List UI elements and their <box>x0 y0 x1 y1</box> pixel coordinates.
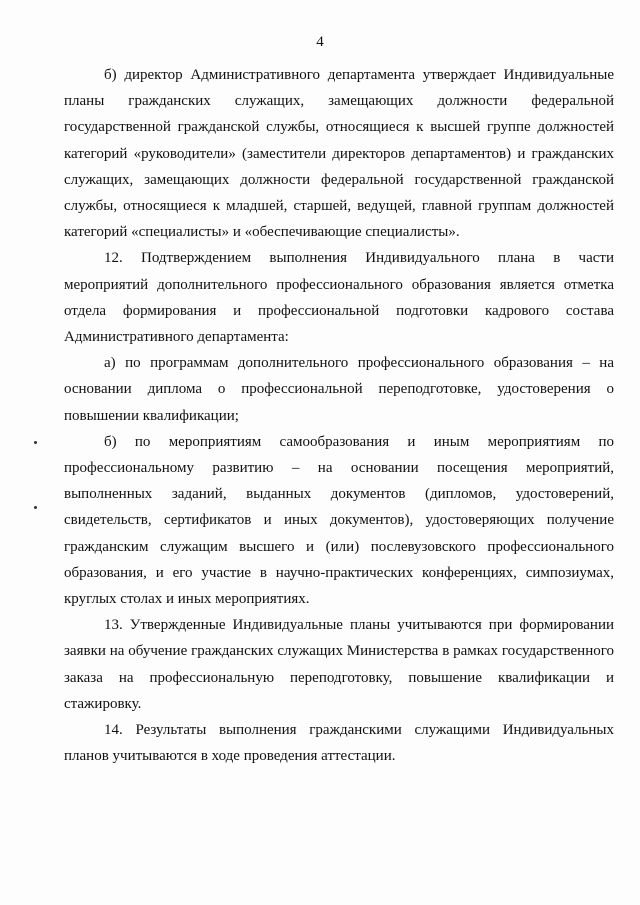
paragraph-b-self-education: б) по мероприятиям самообразования и иным мероприятиям по профессиональному развитию – на основании посещения мероприятий, выполненных заданий, выданных документов (дипломов, удостоверений, свидетельств, сертификатов и иных документов), удостоверяющих получение гражданским служащим высшего и (или) послевузовского профессионального образования, и его участие в научно-практических конференциях, симпозиумах, круглых столах и иных мероприятиях. <box>64 433 614 608</box>
document-body <box>64 62 614 769</box>
scan-speck <box>34 441 37 444</box>
paragraph-14-results: 14. Результаты выполнения гражданскими служащими Индивидуальных планов учитываются в ходе проведения аттестации. <box>64 722 614 765</box>
paragraph-a-programs: а) по программам дополнительного профессионального образования – на основании диплома о профессиональной переподготовке, удостоверения о повышении квалификации; <box>64 355 614 424</box>
scan-speck <box>34 506 37 509</box>
paragraph-12-confirmation: 12. Подтверждением выполнения Индивидуального плана в части мероприятий дополнительного профессионального образования является отметка отдела формирования и профессиональной подготовки кадрового состава Административного департамента: <box>64 250 614 346</box>
paragraph-b-director-approval: б) директор Административного департамента утверждает Индивидуальные планы гражданских служащих, замещающих должности федеральной государственной гражданской службы, относящиеся к высшей группе должностей категорий «руководители» (заместители директоров департаментов) и гражданских служащих, замещающих должности федеральной государственной гражданской службы, относящиеся к младшей, старшей, ведущей, главной группам должностей категорий «специалисты» и «обеспечивающие специалисты». <box>64 67 614 241</box>
paragraph-13-approved-plans: 13. Утвержденные Индивидуальные планы учитываются при формировании заявки на обучение гражданских служащих Министерства в рамках государственного заказа на профессиональную переподготовку, повышение квалификации и стажировку. <box>64 617 614 712</box>
page-number: 4 <box>316 34 324 50</box>
